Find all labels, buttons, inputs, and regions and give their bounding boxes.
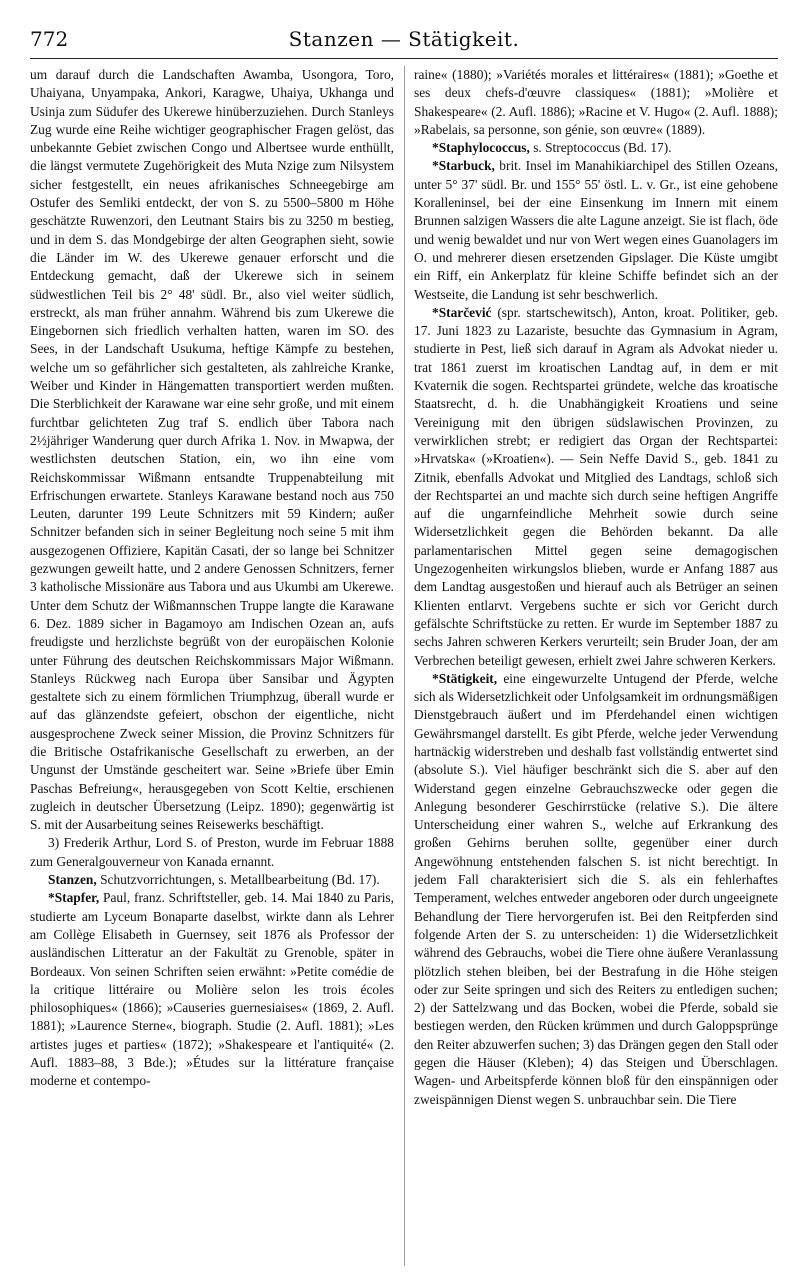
page-header: [30, 24, 778, 59]
column-divider: [404, 66, 405, 1266]
entry-stanley-frederik: [30, 834, 394, 871]
entry-text: Paul, franz. Schriftsteller, geb. 14. Mai 1840 zu Paris, studierte am Lyceum Bonaparte daselbst, wirkte dann als Lehrer am Collège Elisabeth in Guernsey, seit 1876 als Professor der ausländischen Litteratur an der Fakultät zu Grenoble, später in Bordeaux. Von seinen Schriften seien erwähnt: »Petite comédie de la critique littéraire ou Molière selon les trois écoles philosophiques« (1866); »Causeries guernesiaises« (1869, 2. Aufl. 1881); »Laurence Sterne«, biograph. Studie (2. Aufl. 1881); »Les artistes juges et parties« (1872); »Shakespeare et l'antiquité« (2. Aufl. 1883–88, 3 Bde.); »Études sur la littérature française moderne et contempo-: [30, 890, 394, 1089]
entry-text: 3) Frederik Arthur, Lord S. of Preston, wurde im Februar 1888 zum Generalgouverneur von Kanada ernannt.: [30, 835, 394, 869]
entry-starcevic: [414, 304, 778, 670]
right-column: [414, 66, 778, 1266]
paragraph-text: raine« (1880); »Variétés morales et littéraires« (1881); »Goethe et ses deux chefs-d'œuvre classiques« (1881); »Molière et Shakespeare« (2. Aufl. 1886); »Racine et V. Hugo« (2. Aufl. 1888); »Rabelais, sa personne, son génie, son œuvre« (1889).: [414, 67, 778, 137]
paragraph-text: um darauf durch die Landschaften Awamba, Usongora, Toro, Uhaiyana, Unyampaka, Ankori, Karagwe, Uhaiya, Ukhanga und Usinja zum Südufer des Ukerewe hinüberzuziehen. Durch Stanleys Zug wurde eine Reihe wichtiger geographischer Fragen gelöst, das unbekannte Gebiet zwischen Congo und Albertsee wurde enthüllt, die längst vermutete Zugehörigkeit des Muta Nzige zum Nilsystem sicher festgestellt, ein neues afrikanisches Schneegebirge am Ostufer des Semliki entdeckt, der von S. zu 5500–5800 m Höhe geschätzte Ruwenzori, den Leutnant Stairs bis zu 3250 m bestieg, und in dem S. das Mondgebirge der alten Geographen sieht, sowie die Länder im W. des Ukerewe genauer erforscht und die Entdeckung gemacht, daß der Ukerewe sich in seinem südwestlichen Teil bis 2° 48' südl. Br., also viel weiter südlich, erstreckt, als man früher annahm. Während bis zum Ukerewe die Eingebornen sich friedlich verhalten hatten, waren im SO. des Sees, in der Landschaft Usukuma, heftige Kämpfe zu bestehen, welche um so gefährlicher sich gestalteten, als zahlreiche Kranke, Weiber und Kinder in Hängematten transportiert werden mußten. Die Sterblichkeit der Karawane war eine sehr große, und mit einem furchtbar gelichteten Zug traf S. endlich über Tabora nach 2½jähriger Wanderung quer durch Afrika 1. Nov. in Mwapwa, der westlichsten deutschen Station, ein, wo ihn eine vom Reichskommissar Wißmann entsandte Truppenabteilung mit Erfrischungen erwartete. Stanleys Karawane bestand noch aus 750 Leuten, darunter 199 Leute Schnitzers mit 59 Kindern; außer Schnitzer befanden sich in seiner Begleitung noch seine 5 mit ihm ausgezogenen Offiziere, Kapitän Casati, der so lange bei Schnitzer gezwungen geweilt hatte, und 2 andere Genossen Schnitzers, ferner 3 katholische Missionäre aus Tabora und aus Ukumbi am Ukerewe. Unter dem Schutz der Wißmannschen Truppe langte die Karawane 6. Dez. 1889 sicher in Bagamoyo am Indischen Ozean an, aufs freudigste und herzlichste begrüßt von der europäischen Kolonie unter Führung des deutschen Reichskommissars Major Wißmann. Stanleys Rückweg nach Europa über Sansibar und Ägypten gestaltete sich zu einem förmlichen Triumphzug, überall wurde er auf das glänzendste gefeiert, obschon der eigentliche, nicht ausgesprochene Zweck seiner Mission, die Provinz Schnitzers für die Britische Ostafrikanische Gesellschaft zu erwerben, an der Ungunst der Umstände gescheitert war. Seine »Briefe über Emin Paschas Befreiung«, herausgegeben von Scott Keltie, erschienen zugleich in deutscher Übersetzung (Leipz. 1890); gegenwärtig ist S. mit der Ausarbeitung seines Reisewerks beschäftigt.: [30, 67, 394, 833]
page-number: 772: [30, 27, 69, 51]
entry-text: s. Streptococcus (Bd. 17).: [529, 140, 672, 156]
entry-headword: *Starbuck,: [432, 158, 495, 174]
entry-headword: Stanzen,: [48, 872, 97, 888]
entry-staphylococcus: [414, 139, 778, 157]
entry-text: brit. Insel im Manahikiarchipel des Stillen Ozeans, unter 5° 37' südl. Br. und 155° 55' östl. L. v. Gr., ist eine gehobene Koralleninsel, bei der eine Einsenkung im Innern mit einem Brunnen salzigen Wassers die alte Lagune anzeigt. Sie ist flach, öde und wenig bewaldet und nur von Wert wegen eines Guanolagers im O. und mehrerer diesen ersetzenden Gipslager. Die Küste umgibt ein Riff, ein Ankerplatz für kleine Schiffe befindet sich an der Westseite, die Landung ist sehr beschwerlich.: [414, 158, 778, 302]
entry-headword: *Staphylococcus,: [432, 140, 530, 156]
entry-headword: *Stätigkeit,: [432, 670, 498, 686]
left-column: [30, 66, 394, 1266]
entry-text: (spr. startschewitsch), Anton, kroat. Politiker, geb. 17. Juni 1823 zu Lazariste, besuchte das Gymnasium in Agram, studierte in Pest, ließ sich darauf in Agram als Advokat nieder u. trat 1861 zuerst im kroatischen Landtag auf, in dem er mit Kvaternik die sogen. Rechtspartei gründete, welche das kroatische Staatsrecht, d. h. die Unabhängigkeit Kroatiens und seine Vereinigung mit den übrigen südslawischen Provinzen, zu verwirklichen strebt; er redigiert das Organ der Rechtspartei: »Hrvatska« (»Kroatien«). — Sein Neffe David S., geb. 1841 zu Zitnik, ebenfalls Advokat und Mitglied des Landtags, schloß sich der Rechtspartei an und machte sich durch seine heftigen Angriffe auf die ungarnfeindliche Mehrheit sowie durch seine Widersetzlichkeit gegen die Behörden bekannt. Da alle parlamentarischen Mittel gegen seine demagogischen Ungezogenheiten wirkungslos blieben, wurde er Anfang 1887 aus dem Landtag ausgestoßen und hierauf auch als Betrüger an seinen Klienten entlarvt. Vergebens suchte er sich vor Gericht durch gefälschte Schriftstücke zu retten. Er wurde im September 1887 zu sechs Jahren schweren Kerkers verurteilt; sein Bruder Joan, der am Verbrechen beteiligt gewesen, erhielt zwei Jahre schweren Kerkers.: [414, 304, 778, 668]
text-columns: [30, 66, 778, 1266]
entry-text: Schutzvorrichtungen, s. Metallbearbeitung (Bd. 17).: [96, 872, 380, 888]
entry-starbuck: [414, 157, 778, 303]
entry-stanzen: [30, 871, 394, 889]
paragraph-continuation: [414, 66, 778, 139]
running-title: Stanzen — Stätigkeit.: [288, 27, 520, 51]
entry-stapfer: [30, 889, 394, 1090]
entry-headword: *Starčević: [432, 304, 492, 320]
entry-staetigkeit: [414, 670, 778, 1109]
paragraph-continuation: [30, 66, 394, 834]
entry-text: eine eingewurzelte Untugend der Pferde, welche sich als Widersetzlichkeit oder Unfolgsamkeit im ordnungsmäßigen Dienstgebrauch äußert und im Pferdehandel einen wichtigen Gewährsmangel darstellt. Es gibt Pferde, welche jeder Verwendung hartnäckig widerstreben und deshalb fast vollständig entwertet sind (absolute S.). Viel häufiger beschränkt sich die S. aber auf den Widerstand gegen einzelne Gebrauchszwecke oder gegen die Anlegung besonderer Geschirrstücke (relative S.). Die ältere Unterscheidung einer wahren S., welche auf Erkrankung des großen Gehirns beruhen sollte, gegenüber einer durch Angewöhnung entstehenden falschen S. ist nicht berechtigt. In jedem Fall charakterisiert sich die S. als ein fehlerhaftes Temperament, welches entweder angeboren oder durch ungeeignete Behandlung der Tiere hervorgerufen ist. Bei den Reitpferden sind folgende Arten der S. zu unterscheiden: 1) die Widersetzlichkeit während des Gebrauchs, wobei die Tiere ohne äußere Veranlassung plötzlich stehen bleiben, bei der Bestrafung in die Höhe steigen oder zur Seite springen und sich des Reiters zu entledigen suchen; 2) der Sattelzwang und das Bocken, wobei die Pferde, sobald sie bestiegen werden, den Rücken krümmen und durch Galoppsprünge den Reiter abzuwerfen suchen; 3) das Drängen gegen den Stall oder gegen die Häuser (Kleben); 4) das Steigen und Überschlagen. Wagen- und Arbeitspferde können bloß für den einspännigen oder zweispännigen Dienst wegen S. unbrauchbar sein. Die Tiere: [414, 670, 778, 1107]
entry-headword: *Stapfer,: [48, 890, 100, 906]
